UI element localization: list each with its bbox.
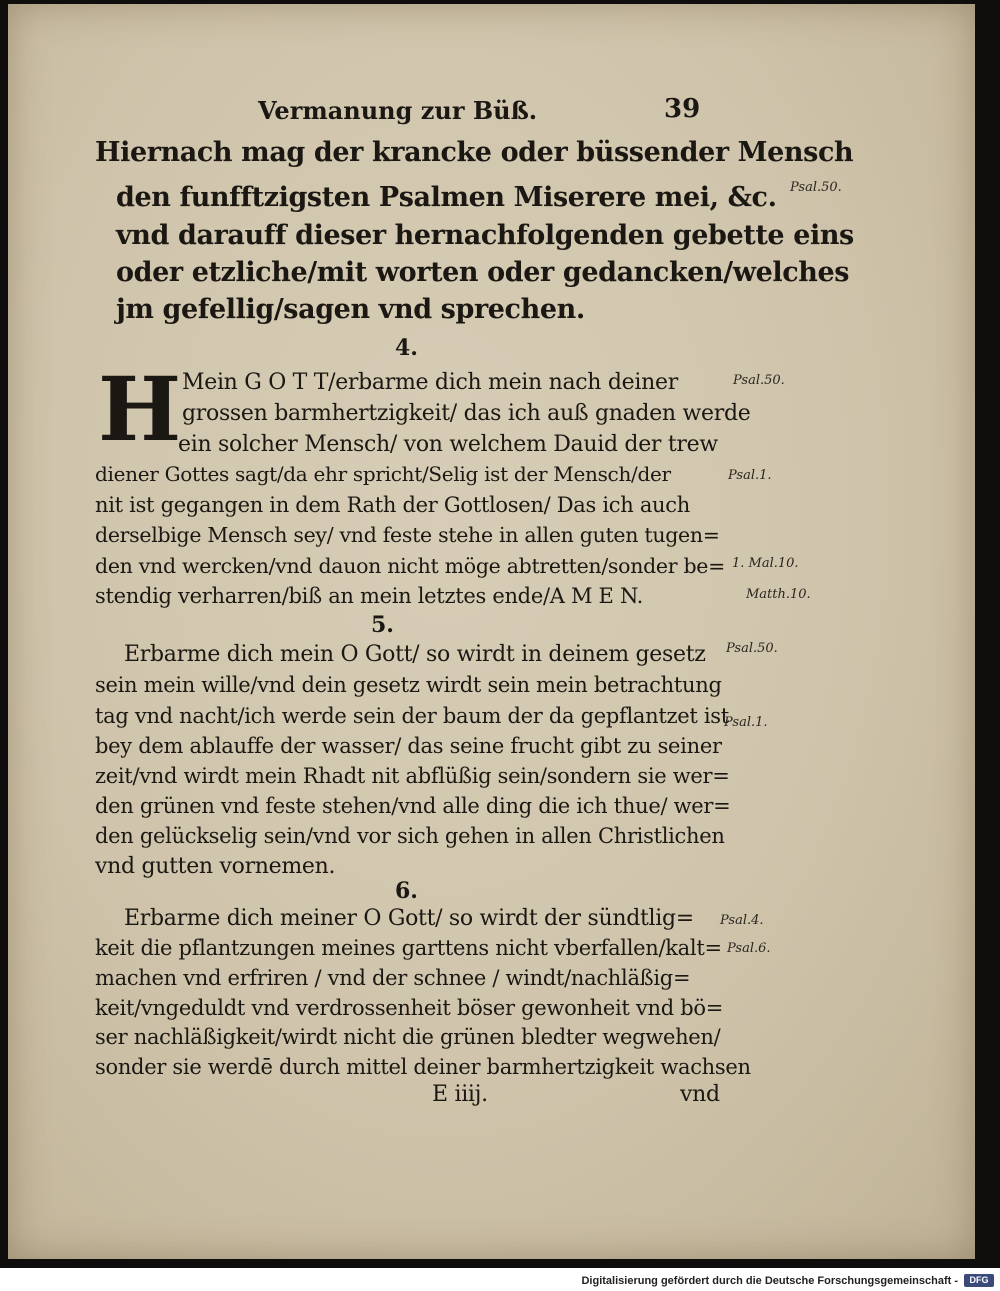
text-line: ser nachläßigkeit/wirdt nicht die grünen bledter wegwehen/ bbox=[95, 1025, 721, 1049]
signature-mark: E iiij. bbox=[432, 1082, 488, 1107]
text-line: vnd gutten vornemen. bbox=[95, 854, 336, 879]
text-line: keit/vngeduldt vnd verdrossenheit böser gewonheit vnd bö= bbox=[95, 996, 724, 1020]
margin-note: Matth.10. bbox=[746, 587, 811, 602]
intro-line: vnd darauff dieser hernachfolgenden gebette eins bbox=[116, 220, 854, 251]
text-line: den gelückselig sein/vnd vor sich gehen in allen Christlichen bbox=[95, 824, 725, 848]
section-number: 4. bbox=[395, 335, 418, 361]
dfg-logo: DFG bbox=[964, 1274, 994, 1287]
margin-note: Psal.1. bbox=[724, 715, 768, 730]
text-line: den grünen vnd feste stehen/vnd alle ding die ich thue/ wer= bbox=[95, 794, 731, 818]
margin-note: Psal.1. bbox=[728, 468, 772, 483]
margin-note: Psal.50. bbox=[790, 180, 842, 195]
margin-note: Psal.50. bbox=[726, 641, 778, 656]
margin-note: Psal.6. bbox=[727, 941, 771, 956]
intro-line: jm gefellig/sagen vnd sprechen. bbox=[116, 294, 585, 325]
section-number: 5. bbox=[371, 612, 394, 638]
running-title: Vermanung zur Büß. bbox=[258, 96, 538, 125]
text-line: zeit/vnd wirdt mein Rhadt nit abflüßig sein/sondern sie wer= bbox=[95, 764, 730, 788]
text-line: grossen barmhertzigkeit/ das ich auß gnaden werde bbox=[182, 401, 751, 426]
intro-line: oder etzliche/mit worten oder gedancken/welches bbox=[116, 257, 850, 288]
intro-line: Hiernach mag der krancke oder büssender Mensch bbox=[95, 137, 854, 168]
text-line: bey dem ablauffe der wasser/ das seine frucht gibt zu seiner bbox=[95, 734, 722, 758]
text-line: den vnd wercken/vnd dauon nicht möge abtretten/sonder be= bbox=[95, 554, 726, 578]
folio-number: 39 bbox=[664, 94, 701, 124]
text-line: nit ist gegangen in dem Rath der Gottlosen/ Das ich auch bbox=[95, 493, 690, 517]
text-line: Mein G O T T/erbarme dich mein nach deiner bbox=[182, 370, 678, 395]
text-line: derselbige Mensch sey/ vnd feste stehe in allen guten tugen= bbox=[95, 523, 720, 547]
text-line: keit die pflantzungen meines garttens nicht vberfallen/kalt= bbox=[95, 936, 722, 960]
intro-line: den funfftzigsten Psalmen Miserere mei, &c. bbox=[116, 182, 777, 213]
text-line: Erbarme dich mein O Gott/ so wirdt in deinem gesetz bbox=[124, 642, 706, 667]
initial-letter: H bbox=[98, 357, 182, 461]
text-line: ein solcher Mensch/ von welchem Dauid der trew bbox=[178, 432, 718, 457]
text-line: diener Gottes sagt/da ehr spricht/Selig ist der Mensch/der bbox=[95, 462, 671, 486]
text-line: sonder sie werdē durch mittel deiner barmhertzigkeit wachsen bbox=[95, 1055, 751, 1079]
text-line: tag vnd nacht/ich werde sein der baum der da gepflantzet ist bbox=[95, 704, 729, 728]
funding-credit: Digitalisierung gefördert durch die Deutsche Forschungsgemeinschaft - bbox=[581, 1275, 958, 1287]
text-line: machen vnd erfriren / vnd der schnee / windt/nachläßig= bbox=[95, 966, 691, 990]
margin-note: Psal.4. bbox=[720, 913, 764, 928]
text-line: stendig verharren/biß an mein letztes ende/A M E N. bbox=[95, 584, 644, 608]
catchword: vnd bbox=[680, 1082, 720, 1107]
text-line: Erbarme dich meiner O Gott/ so wirdt der sündtlig= bbox=[124, 906, 694, 931]
margin-note: 1. Mal.10. bbox=[732, 556, 799, 571]
section-number: 6. bbox=[395, 878, 418, 904]
text-line: sein mein wille/vnd dein gesetz wirdt sein mein betrachtung bbox=[95, 673, 722, 697]
margin-note: Psal.50. bbox=[733, 373, 785, 388]
